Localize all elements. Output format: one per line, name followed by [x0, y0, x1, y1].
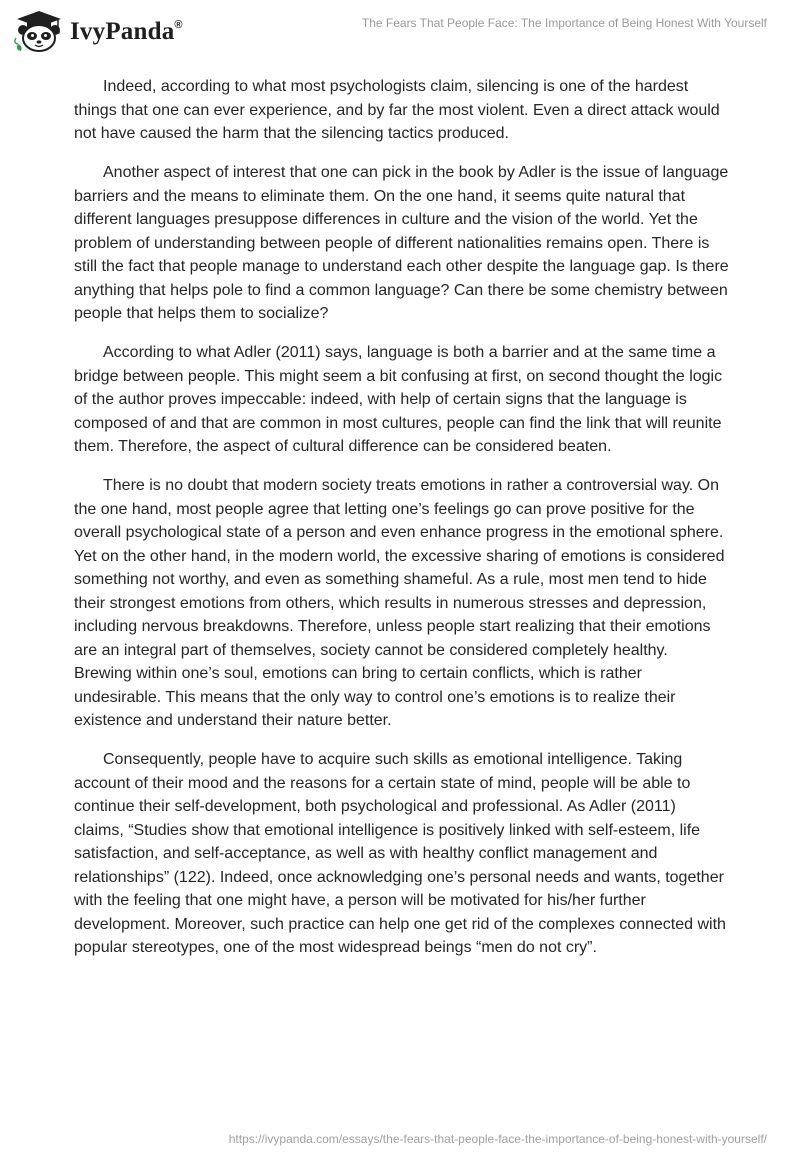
paragraph: Consequently, people have to acquire such skills as emotional intelligence. Taking account of their mood and the reasons for a certain state of mind, people will be able to continue their self-development, both psychological and professional. As Adler (2011) claims, “Studies show that emotional intelligence is positively linked with self-esteem, life satisfaction, and self-acceptance, as well as with healthy conflict management and relationships” (122). Indeed, once acknowledging one’s personal needs and wants, together with the feeling that one might have, a person will be motivated for his/her further development. Moreover, such practice can help one get rid of the complexes connected with popular stereotypes, one of the most widespread beings “men do not cry”. — [74, 751, 726, 956]
paragraph: Another aspect of interest that one can pick in the book by Adler is the issue of language barriers and the means to eliminate them. On the one hand, it seems quite natural that different languages presuppose differences in culture and the vision of the world. Yet the problem of understanding between people of different nationalities remains open. There is still the fact that people manage to understand each other despite the language gap. Is there anything that helps pole to find a common language? Can there be some chemistry between people that helps them to socialize? — [74, 164, 729, 322]
panda-graduate-logo-icon — [14, 10, 64, 52]
logo-text: IvyPanda — [70, 18, 175, 45]
paragraph: There is no doubt that modern society treats emotions in rather a controversial way. On the one hand, most people agree that letting one’s feelings go can prove positive for the overall psychological state of a person and even enhance progress in the emotional sphere. Yet on the other hand, in the modern world, the excessive sharing of emotions is considered something not worthy, and even as something shameful. As a rule, most men tend to hide their strongest emotions from others, which results in numerous stresses and depression, including nervous breakdowns. Therefore, unless people start realizing that their emotions are an integral part of themselves, society cannot be considered completely healthy. Brewing within one’s soul, emotions can bring to certain conflicts, which is rather undesirable. This means that the only way to control one’s emotions is to realize their existence and understand their nature better. — [74, 477, 725, 729]
essay-body — [74, 75, 730, 975]
page-header — [0, 0, 800, 60]
source-url[interactable]: https://ivypanda.com/essays/the-fears-that-people-face-the-importance-of-being-honest-with-yourself/ — [228, 1132, 767, 1146]
logo-wordmark — [70, 18, 183, 46]
ivypanda-logo[interactable] — [14, 10, 183, 52]
document-title: The Fears That People Face: The Importance of Being Honest With Yourself — [361, 16, 767, 30]
registered-mark: ® — [174, 18, 183, 31]
paragraph: According to what Adler (2011) says, language is both a barrier and at the same time a bridge between people. This might seem a bit confusing at first, on second thought the logic of the author proves impeccable: indeed, with help of certain signs that the language is composed of and that are common in most cultures, people can find the link that will reunite them. Therefore, the aspect of cultural difference can be considered beaten. — [74, 344, 723, 455]
paragraph: Indeed, according to what most psychologists claim, silencing is one of the hardest things that one can ever experience, and by far the most violent. Even a direct attack would not have caused the harm that the silencing tactics produced. — [74, 78, 720, 142]
